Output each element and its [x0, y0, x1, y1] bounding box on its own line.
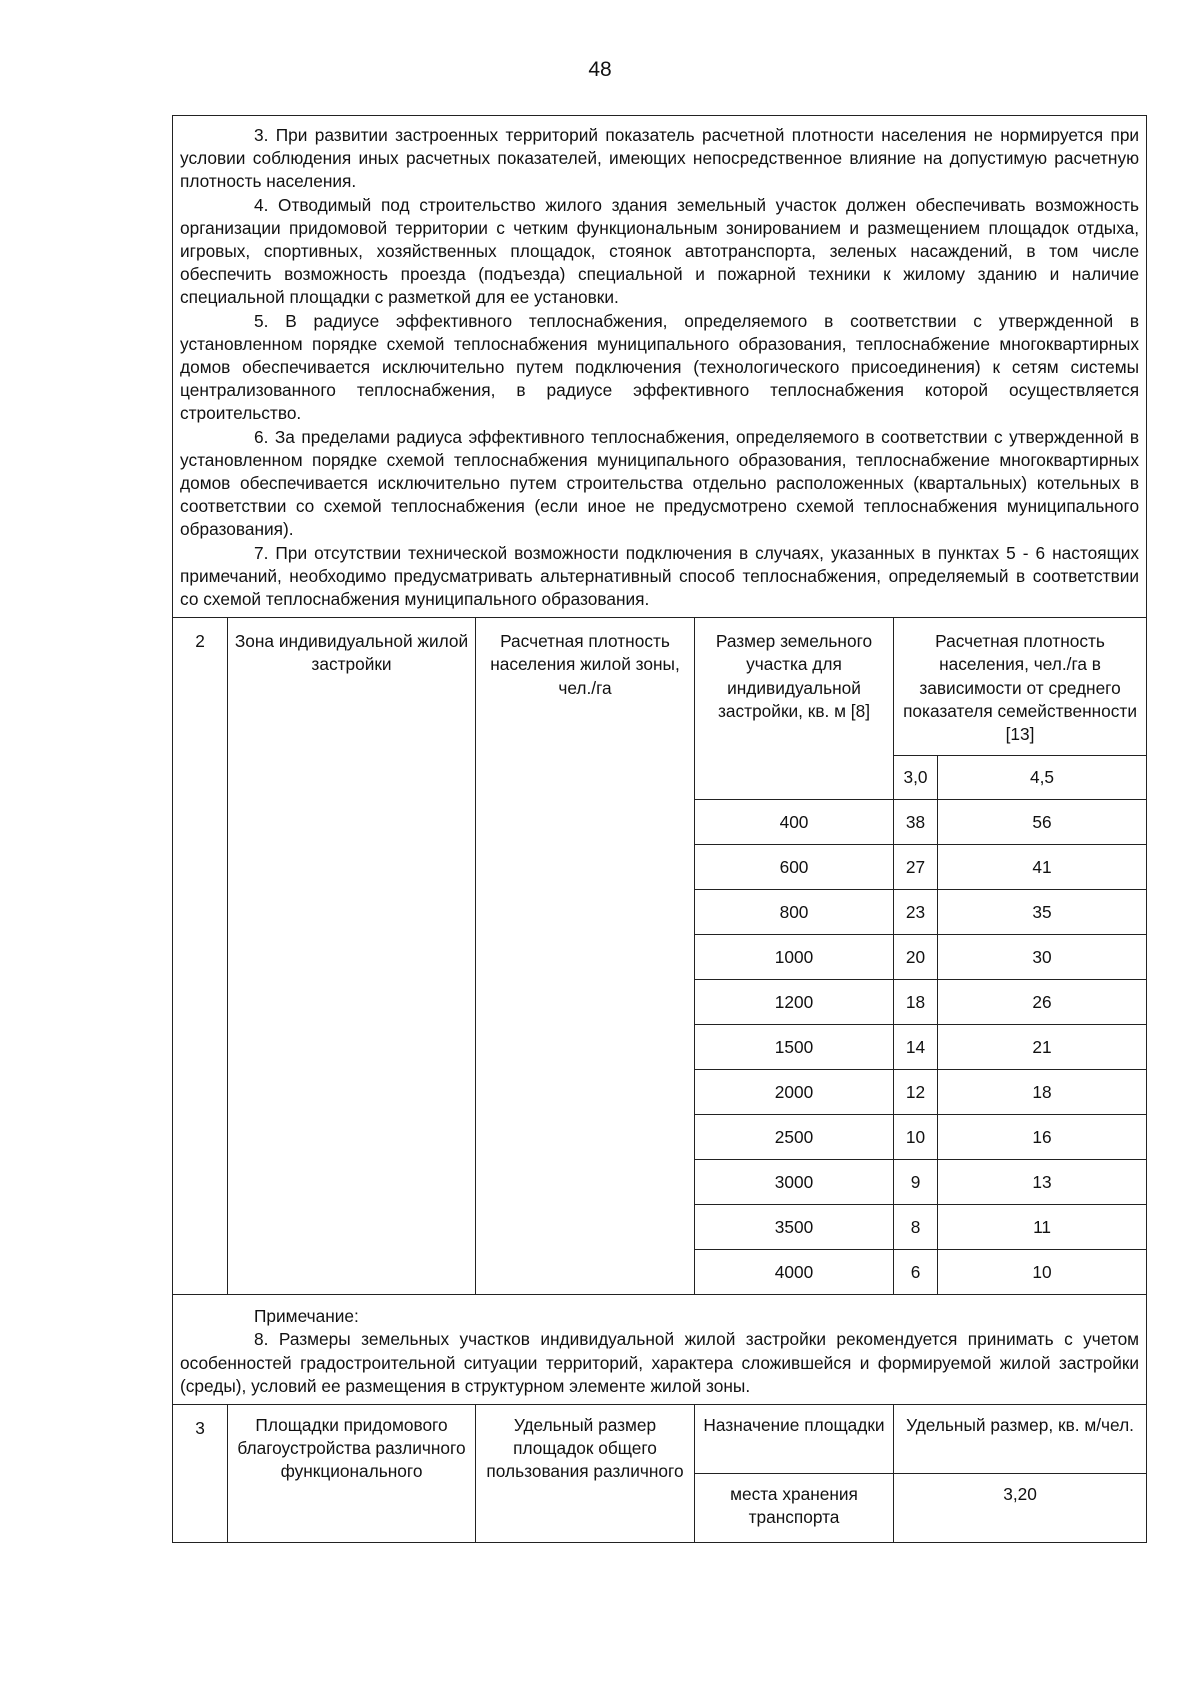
- density-4-5: 21: [938, 1025, 1147, 1070]
- size-header: Удельный размер, кв. м/чел.: [894, 1405, 1147, 1474]
- plot-size: 3000: [695, 1160, 894, 1205]
- density-header: Расчетная плотность населения, чел./га в зависимости от среднего показателя семейственности [13]: [894, 618, 1147, 756]
- density-4-5: 13: [938, 1160, 1147, 1205]
- note-3: 3. При развитии застроенных территорий показатель расчетной плотности населения не нормируется при условии соблюдения иных расчетных показателей, имеющих непосредственное влияние на допустимую расчетную плотность населения.: [180, 125, 1140, 192]
- note-8: 8. Размеры земельных участков индивидуальной жилой застройки рекомендуется принимать с учетом особенностей градостроительной ситуации территорий, характера сложившейся и формируемой жилой застройки (среды), условий ее размещения в структурном элементе жилой зоны.: [180, 1329, 1140, 1396]
- density-4-5: 26: [938, 980, 1147, 1025]
- note-title: Примечание:: [254, 1306, 359, 1327]
- density-4-5: 10: [938, 1250, 1147, 1295]
- density-3-0: 14: [894, 1025, 938, 1070]
- row2-indicator: Расчетная плотность населения жилой зоны, чел./га: [476, 618, 695, 1295]
- density-4-5: 30: [938, 935, 1147, 980]
- note-4: 4. Отводимый под строительство жилого здания земельный участок должен обеспечивать возможность организации придомовой территории с четким функциональным зонированием и размещением площадок отдыха, игровых, спортивных, хозяйственных площадок, стоянок автотранспорта, зеленых насаждений, в том числе обеспечить возможность проезда (подъезда) специальной и пожарной техники к жилому зданию и наличие специальной площадки с разметкой для ее установки.: [180, 194, 1140, 308]
- density-4-5: 35: [938, 890, 1147, 935]
- plot-size: 1000: [695, 935, 894, 980]
- plot-size: 600: [695, 845, 894, 890]
- row2-zone: Зона индивидуальной жилой застройки: [228, 618, 476, 1295]
- density-4-5: 18: [938, 1070, 1147, 1115]
- row2-header: [173, 618, 1147, 756]
- density-3-0: 8: [894, 1205, 938, 1250]
- standards-table: [172, 115, 1147, 1543]
- plot-size: 400: [695, 800, 894, 845]
- family-size-4-5: 4,5: [938, 756, 1147, 800]
- size-value: 3,20: [894, 1474, 1147, 1543]
- family-size-3-0: 3,0: [894, 756, 938, 800]
- notes-top: [173, 116, 1147, 618]
- plot-size: 2500: [695, 1115, 894, 1160]
- purpose-header: Назначение площадки: [695, 1405, 894, 1474]
- note-5: 5. В радиусе эффективного теплоснабжения, определяемого в соответствии с утвержденной в установленном порядке схемой теплоснабжения муниципального образования, теплоснабжение многоквартирных домов обеспечивается исключительно путем подключения (технологического присоединения) к сетям системы централизованного теплоснабжения, в радиусе эффективного теплоснабжения которой осуществляется строительство.: [180, 310, 1140, 424]
- density-3-0: 38: [894, 800, 938, 845]
- density-4-5: 16: [938, 1115, 1147, 1160]
- row3-indicator: Удельный размер площадок общего пользования различного: [476, 1405, 695, 1543]
- plot-size: 800: [695, 890, 894, 935]
- density-4-5: 11: [938, 1205, 1147, 1250]
- row3-zone: Площадки придомового благоустройства различного функционального: [228, 1405, 476, 1543]
- density-3-0: 20: [894, 935, 938, 980]
- density-3-0: 6: [894, 1250, 938, 1295]
- note-6: 6. За пределами радиуса эффективного теплоснабжения, определяемого в соответствии с утвержденной в установленном порядке схемой теплоснабжения муниципального образования, теплоснабжение многоквартирных домов обеспечивается исключительно путем строительства отдельно расположенных (квартальных) котельных в соответствии со схемой теплоснабжения (если иное не предусмотрено схемой теплоснабжения муниципального образования).: [180, 426, 1140, 540]
- plot-size: 2000: [695, 1070, 894, 1115]
- density-3-0: 9: [894, 1160, 938, 1205]
- plot-size: 1200: [695, 980, 894, 1025]
- density-3-0: 27: [894, 845, 938, 890]
- note-mid: [173, 1295, 1147, 1405]
- note-7: 7. При отсутствии технической возможности подключения в случаях, указанных в пунктах 5 - 6 настоящих примечаний, необходимо предусматривать альтернативный способ теплоснабжения, определяемый в соответствии со схемой теплоснабжения муниципального образования.: [180, 542, 1140, 610]
- density-3-0: 23: [894, 890, 938, 935]
- density-3-0: 12: [894, 1070, 938, 1115]
- density-4-5: 41: [938, 845, 1147, 890]
- plot-size: 1500: [695, 1025, 894, 1070]
- density-3-0: 10: [894, 1115, 938, 1160]
- density-4-5: 56: [938, 800, 1147, 845]
- density-3-0: 18: [894, 980, 938, 1025]
- plot-size: 3500: [695, 1205, 894, 1250]
- plot-size-header: Размер земельного участка для индивидуальной застройки, кв. м [8]: [695, 618, 894, 800]
- row2-number: 2: [173, 618, 228, 1295]
- page-number: 48: [588, 58, 612, 81]
- note-mid-row: [173, 1295, 1147, 1405]
- row3-header: [173, 1405, 1147, 1474]
- table-body: [173, 116, 1147, 1543]
- plot-size: 4000: [695, 1250, 894, 1295]
- row3-number: 3: [173, 1405, 228, 1543]
- purpose-value: места хранения транспорта: [695, 1474, 894, 1543]
- notes-top-row: [173, 116, 1147, 618]
